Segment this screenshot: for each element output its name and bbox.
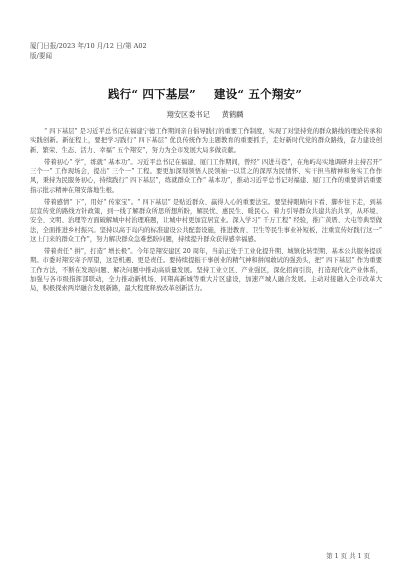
page-number: 第 1 页 共 1 页	[326, 552, 370, 560]
paragraph: 带着感情“ 下”，用好“ 传家宝”。“ 四下基层” 是贴近群众、赢得人心的重要法宝。要坚持眼睛向下看、脚步往下走，到基层宣传党的路线方针政策，到一线了解群众所思所想所盼，解民忧、惠民生、暖民心。着力引导群众共建共治共享，从环境、安全、文明、治理等方面破解城中村治理难题，让城中村更加宜居宜业。深入学习“ 千万工程” 经验，推广黄厝、大屯等典型做法，全面推进乡村振兴。坚持以高于岛内的标准建设公共配套设施，推进教育、卫生等民生事业补短板，注重宣传好践行这一“ 这上门来的群众工作”，努力解决群众急难愁盼问题，持续提升群众获得感幸福感。	[30, 198, 382, 243]
section-line: 版/要闻	[30, 52, 53, 60]
byline-org: 翔安区委书记	[166, 110, 210, 119]
source-line: 厦门日报/2023 年/10 月/12 日/第 A02	[30, 42, 147, 50]
article-body	[30, 127, 382, 296]
paragraph: “ 四下基层” 是习近平总书记在福建宁德工作期间亲自倡导践行的重要工作制度，实现了对坚持党的群众路线的理论传承和实践创新。新征程上，要把学习践行“ 四下基层” 优良传统作为主题教育的重要抓手，走好新时代党的群众路线，奋力建设创新、繁荣、生态、活力、幸福“ 五个翔安”，努力为全市发展大局多做贡献。	[30, 128, 382, 154]
paragraph: 带着初心“ 学”，练就“ 基本功”。习近平总书记在福建、厦门工作期间，曾经“ 四进马巷”，在角屿岛实地调研并主持召开“ 三个一” 工作现场会，提出“ 三个一” 工程。要更加深刻领悟人民领袖一以贯之的深厚为民情怀、实干担当精神和务实工作作风，秉持为民服务初心，持续践行“ 四下基层”，练就群众工作“ 基本功”，推动习近平总书记对福建、厦门工作的重要讲话重要指示批示精神在翔安落地生根。	[30, 158, 382, 194]
title-main: 践行“ 四下基层”	[107, 87, 196, 101]
article-title	[0, 86, 410, 102]
byline-name: 黄鹤麟	[221, 110, 244, 119]
title-sub: 建设“ 五个翔安”	[214, 87, 303, 101]
byline	[0, 110, 410, 120]
paragraph: 带着责任“ 拼”，打造“ 增长极”。今年是翔安建区 20 周年，当前正处于工业化提升期、城镇化转型期、基本公共服务提质期。市委对翔安寄予厚望，这是机遇、更是责任。要持续提振干事创业的精气神和拼闯敢试的强劲头，把“ 四下基层” 作为重要工作方法，不断在发现问题、解决问题中推动高质量发展。坚持工业立区、产业强区，深化招商引资，打造现代化产业体系，加强与各市级指挥部联动，全力推动新机场、同翔高新城等重大片区建设，加速产城人融合发展。主动对接融入全市改革大局，积极探索两岸融合发展新路，最大程度释放改革创新活力。	[30, 248, 382, 292]
